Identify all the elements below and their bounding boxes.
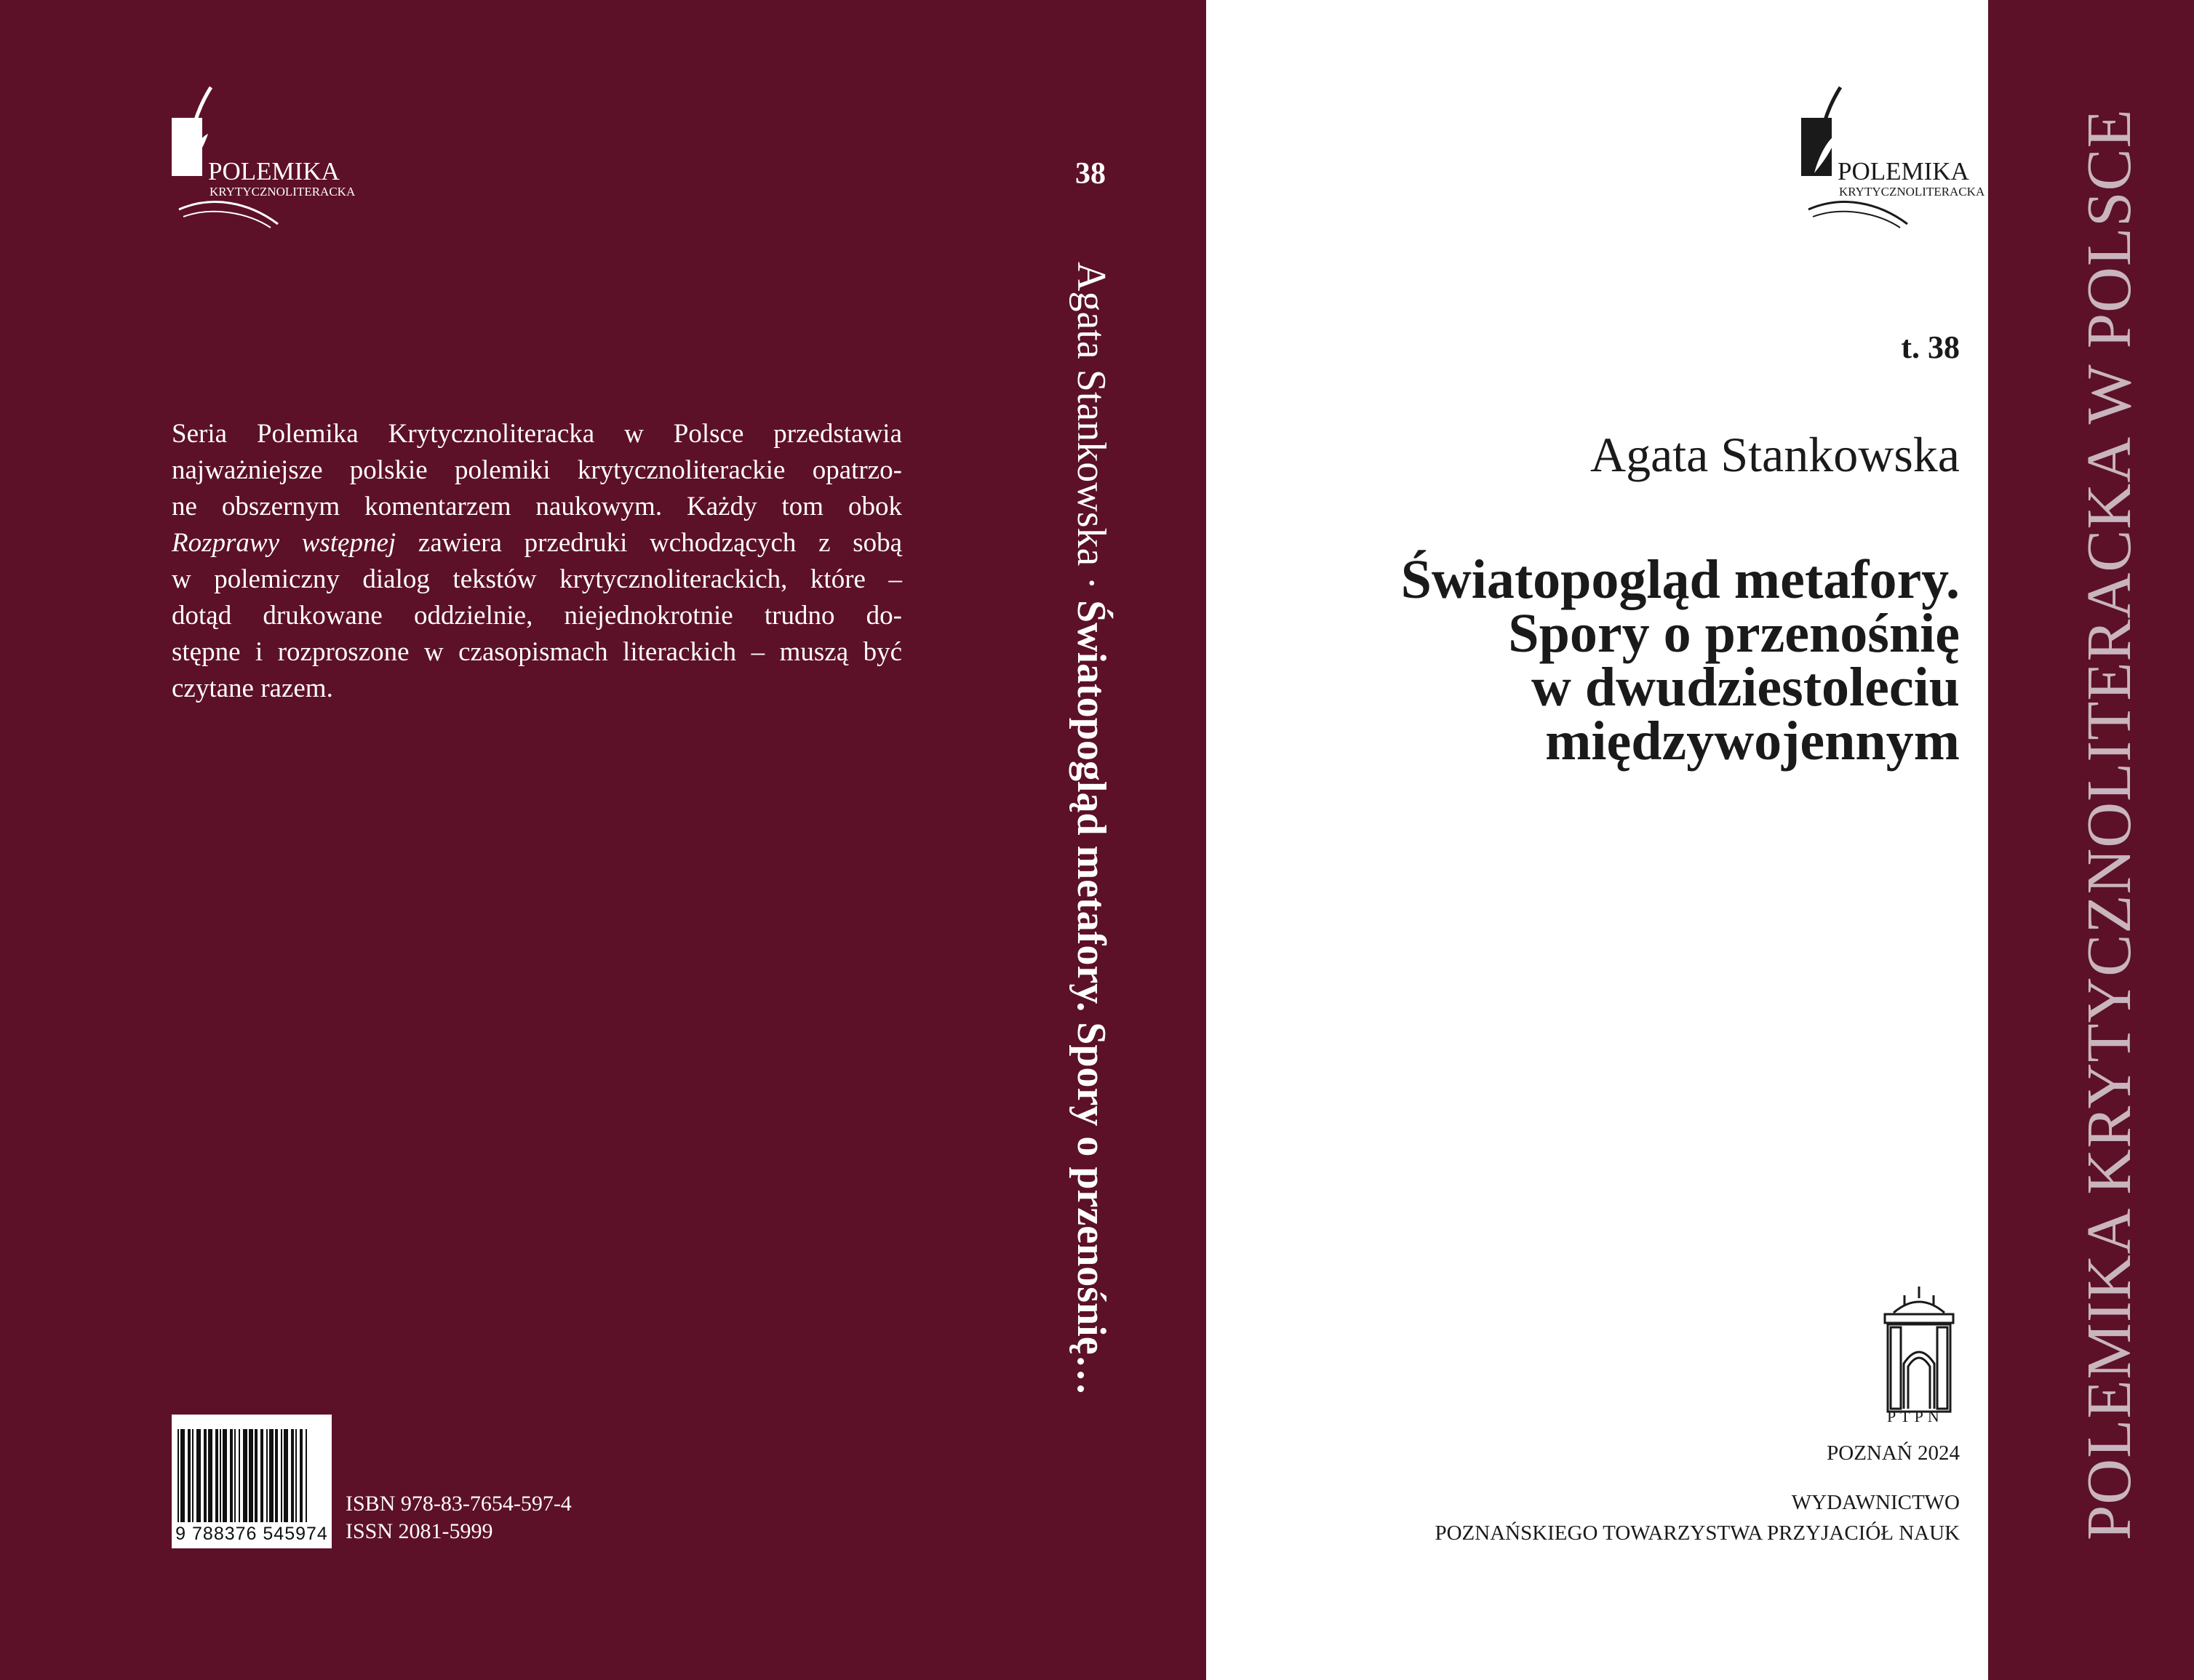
barcode-bar (275, 1429, 278, 1522)
blurb-line: stępne i rozproszone w czasopismach literackich – muszą być (172, 637, 902, 667)
isbn: ISBN 978-83-7654-597-4 (346, 1492, 572, 1516)
blurb-line (172, 525, 902, 561)
barcode-bar (192, 1429, 194, 1522)
place-year: POZNAŃ 2024 (1827, 1441, 1960, 1465)
series-description (172, 416, 902, 707)
logo-subtitle: KRYTYCZNOLITERACKA (1839, 185, 1985, 199)
barcode-bar (196, 1429, 201, 1522)
barcode-bar (295, 1429, 297, 1522)
blurb-line: czytane razem. (172, 673, 333, 703)
series-logo-front (1798, 86, 1985, 231)
barcode (172, 1415, 332, 1548)
series-title-vertical: POLEMIKA KRYTYCZNOLITERACKA W POLSCE (2073, 108, 2144, 1540)
barcode-bar (230, 1429, 233, 1522)
barcode-bar (204, 1429, 207, 1522)
barcode-bar (239, 1429, 240, 1522)
barcode-bar (281, 1429, 282, 1522)
blurb-line: w polemiczny dialog tekstów krytycznoliterackich, które – (172, 564, 902, 594)
front-cover (1206, 0, 1988, 1680)
barcode-bars (177, 1429, 326, 1522)
publisher-gate-icon (1879, 1284, 1959, 1422)
publisher-name (1435, 1487, 1960, 1548)
isbn-block (346, 1490, 572, 1545)
series-logo (169, 86, 356, 231)
blurb-line: ne obszernym komentarzem naukowym. Każdy tom obok (172, 492, 902, 521)
title-line: Światopogląd metafory. (1400, 549, 1960, 610)
spine-book-title: Światopogląd metafory. Spory o przenośnię… (1069, 600, 1114, 1396)
barcode-bar (223, 1429, 227, 1522)
barcode-bar (266, 1429, 268, 1522)
logo-title: POLEMIKA (1838, 157, 1969, 185)
issn: ISSN 2081-5999 (346, 1519, 493, 1543)
barcode-bar (269, 1429, 274, 1522)
barcode-bar (188, 1429, 191, 1522)
spine-title (1068, 262, 1114, 1396)
barcode-bar (215, 1429, 218, 1522)
barcode-bar (220, 1429, 221, 1522)
volume-number: t. 38 (1901, 329, 1960, 365)
barcode-bar (306, 1429, 307, 1522)
title-line: w dwudziestoleciu (1531, 657, 1960, 718)
publisher-line: WYDAWNICTWO (1791, 1491, 1960, 1514)
barcode-bar (284, 1429, 288, 1522)
blurb-line-rest: zawiera przedruki wchodzących z sobą (418, 528, 903, 558)
title-line: międzywojennym (1545, 711, 1960, 772)
author-name: Agata Stankowska (1589, 427, 1960, 482)
blurb-line: najważniejsze polskie polemiki krytycznoliterackie opatrzo- (172, 455, 902, 485)
spine-author: Agata Stankowska · (1069, 262, 1114, 601)
blurb-italic: Rozprawy wstępnej (172, 528, 396, 558)
logo-subtitle: KRYTYCZNOLITERACKA (210, 185, 356, 199)
title-line: Spory o przenośnię (1508, 603, 1960, 664)
barcode-bar (291, 1429, 294, 1522)
book-title (1400, 549, 1960, 772)
barcode-bar (177, 1429, 179, 1522)
logo-title: POLEMIKA (208, 157, 340, 185)
barcode-bar (234, 1429, 236, 1522)
blurb-line: Seria Polemika Krytycznoliteracka w Polsce przedstawia (172, 419, 902, 449)
barcode-bar (260, 1429, 263, 1522)
barcode-digits: 9 788376 545974 (175, 1524, 328, 1544)
barcode-bar (249, 1429, 253, 1522)
barcode-bar (255, 1429, 258, 1522)
spine-volume-number: 38 (1075, 157, 1106, 191)
barcode-bar (208, 1429, 212, 1522)
barcode-bar (243, 1429, 247, 1522)
blurb-line: dotąd drukowane oddzielnie, niejednokrotnie trudno do- (172, 601, 902, 631)
publisher-logo-label: PTPN (1887, 1407, 1944, 1425)
barcode-bar (180, 1429, 185, 1522)
publisher-line: POZNAŃSKIEGO TOWARZYSTWA PRZYJACIÓŁ NAUK (1435, 1521, 1960, 1545)
barcode-bar (300, 1429, 303, 1522)
